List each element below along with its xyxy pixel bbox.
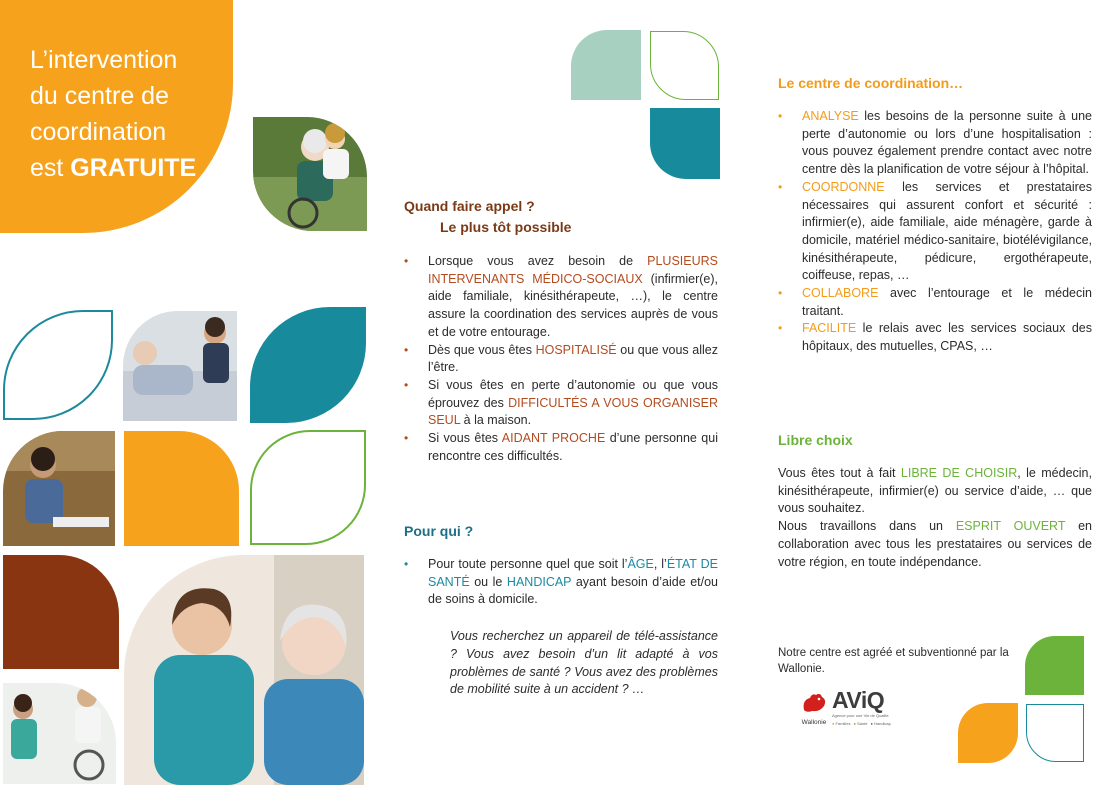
leaf-outline-teal	[3, 310, 113, 420]
list-item: • Lorsque vous avez besoin de PLUSIEURS INTERVENANTS MÉDICO-SOCIAUX (infirmier(e), aide familiale, kinésithérapeute, …), le centre assure la coordination des services auprès de vous et de votre entourage.	[404, 254, 718, 339]
list-item: • FACILITE le relais avec les services sociaux des hôpitaux, des mutuelles, CPAS, …	[778, 321, 1092, 354]
section-choice	[778, 432, 1092, 571]
leaf-teal-small	[650, 108, 720, 179]
aviq-logo	[832, 688, 902, 726]
photo-nurse-wheelchair	[3, 683, 116, 784]
leaf-orange-small	[958, 703, 1018, 763]
leaf-mint	[571, 30, 641, 100]
when-subheading: Le plus tôt possible	[440, 219, 572, 235]
list-item: • Si vous êtes AIDANT PROCHE d’une personne qui rencontre ces difficultés.	[404, 431, 718, 463]
section-coordination	[778, 75, 1092, 356]
leaf-outline-green	[250, 430, 366, 545]
bullet-icon: •	[404, 431, 409, 446]
list-item: • Pour toute personne quel que soit l’ÂGE, l’ÉTAT DE SANTÉ ou le HANDICAP ayant besoin d’aide et/ou de soins à domicile.	[404, 557, 718, 607]
leaf-outline-green-small	[650, 31, 719, 100]
when-heading: Quand faire appel ?	[404, 198, 535, 214]
list-item: • Dès que vous êtes HOSPITALISÉ ou que vous allez l’être.	[404, 342, 718, 375]
pillar-familles: ● Familles	[832, 721, 851, 726]
choice-paragraph-2: Nous travaillons dans un ESPRIT OUVERT en collaboration avec tous les prestataires ou services de votre région, en toute indépendance.	[778, 519, 1092, 569]
question-paragraph: Vous recherchez un appareil de télé-assistance ? Vous avez besoin d’un lit adapté à vos problèmes de santé ? Vous avez des problèmes de mobilité suite à un accident ? …	[450, 629, 718, 697]
bullet-icon: •	[778, 321, 783, 336]
leaf-outline-teal-small	[1026, 704, 1084, 762]
pillar-handicap: ● Handicap	[870, 721, 891, 726]
list-item: • Si vous êtes en perte d’autonomie ou que vous éprouvez des DIFFICULTÉS A VOUS ORGANISER SEUL à la maison.	[404, 377, 718, 428]
bullet-icon: •	[778, 179, 783, 194]
leaf-orange	[124, 431, 239, 546]
bullet-icon: •	[778, 109, 783, 123]
photo-nurse-patient-bed	[123, 311, 237, 421]
leaf-brown	[3, 555, 119, 669]
wallonie-label: Wallonie	[801, 719, 827, 726]
bullet-icon: •	[404, 254, 409, 268]
list-item: • COLLABORE avec l’entourage et le médecin traitant.	[778, 286, 1092, 318]
list-item: • COORDONNE les services et prestataires nécessaires qui assurent confort et sécurité : infirmier(e), aide familiale, aide ménagère, garde à domicile, matériel médico-sanitaire, biotélévigilance, kinésithérapeute, pédicure, ergothérapeute, coiffeuse, repas, …	[778, 179, 1092, 283]
choice-paragraph-1: Vous êtes tout à fait LIBRE DE CHOISIR, le médecin, kinésithérapeute, infirmier(e) ou service d’aide, … que vous souhaitez.	[778, 466, 1092, 516]
section-when	[404, 198, 718, 465]
photo-nurse-writing	[3, 431, 115, 546]
photo-elderly-wheelchair	[253, 117, 367, 231]
who-heading: Pour qui ?	[404, 523, 474, 539]
leaf-green	[1025, 636, 1084, 695]
section-who	[404, 523, 718, 699]
wallonie-logo	[800, 692, 828, 724]
agreement-text: Notre centre est agréé et subventionné par la Wallonie.	[778, 647, 1009, 675]
aviq-wordmark: AViQ	[832, 687, 885, 713]
rooster-icon	[800, 692, 828, 714]
leaf-teal	[250, 307, 366, 423]
bullet-icon: •	[404, 557, 409, 571]
bullet-icon: •	[404, 377, 409, 392]
pillar-sante: ● Santé	[853, 721, 868, 726]
bullet-icon: •	[778, 286, 783, 301]
aviq-tagline: Agence pour une Vie de Qualité	[832, 713, 889, 718]
list-item: • ANALYSE les besoins de la personne suite à une perte d’autonomie ou lors d’une hospitalisation : vous pouvez également prendre contact avec notre centre dès la planification de votre séjour à l’hôpital.	[778, 109, 1092, 177]
choice-heading: Libre choix	[778, 432, 853, 448]
hero-title: L’intervention du centre de coordination est GRATUITE	[30, 46, 197, 182]
coordination-heading: Le centre de coordination…	[778, 75, 964, 91]
bullet-icon: •	[404, 342, 409, 357]
photo-caregiver-elderly-woman	[124, 555, 364, 785]
